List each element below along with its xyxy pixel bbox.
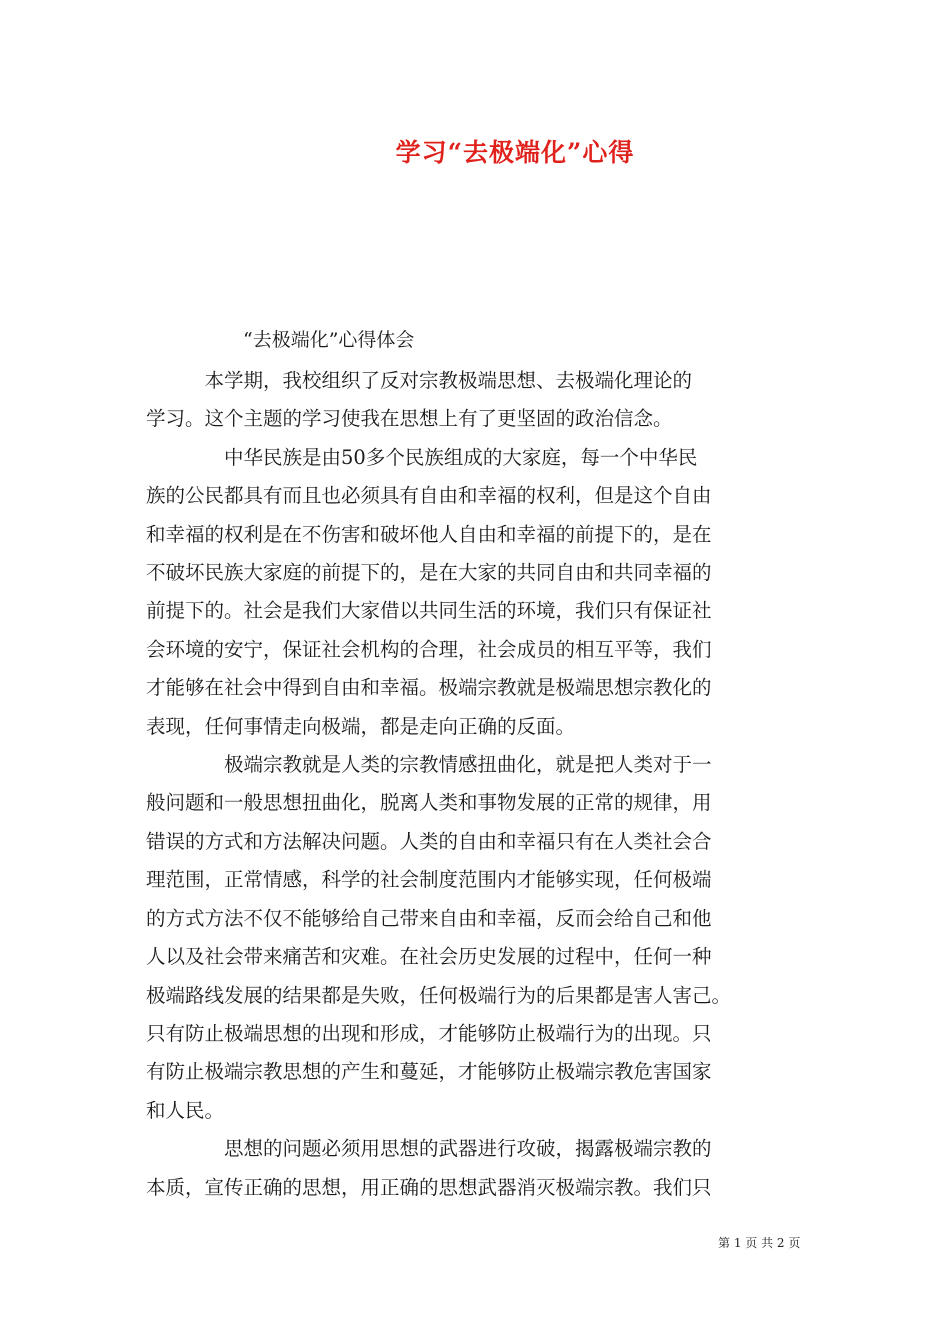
document-body: [146, 362, 810, 1207]
page-number: 第 1 页 共 2 页: [718, 1236, 801, 1250]
body-line: 思想的问题必须用思想的武器进行攻破，揭露极端宗教的: [146, 1137, 712, 1161]
body-line: 般问题和一般思想扭曲化，脱离人类和事物发展的正常的规律，用: [146, 791, 712, 815]
body-line: 和人民。: [146, 1098, 225, 1122]
body-line: 才能够在社会中得到自由和幸福。极端宗教就是极端思想宗教化的: [146, 676, 712, 700]
body-line: 中华民族是由50多个民族组成的大家庭，每一个中华民: [146, 445, 698, 469]
body-line: 学习。这个主题的学习使我在思想上有了更坚固的政治信念。: [146, 407, 673, 431]
body-line: 极端路线发展的结果都是失败，任何极端行为的后果都是害人害己。: [146, 983, 732, 1007]
body-line: 的方式方法不仅不能够给自己带来自由和幸福，反而会给自己和他: [146, 906, 712, 930]
body-line: 理范围，正常情感，科学的社会制度范围内才能够实现，任何极端: [146, 868, 712, 892]
body-line: 有防止极端宗教思想的产生和蔓延，才能够防止极端宗教危害国家: [146, 1060, 712, 1084]
body-line: 只有防止极端思想的出现和形成，才能够防止极端行为的出现。只: [146, 1021, 712, 1045]
body-line: 错误的方式和方法解决问题。人类的自由和幸福只有在人类社会合: [146, 829, 712, 853]
body-line: 会环境的安宁，保证社会机构的合理，社会成员的相互平等，我们: [146, 637, 712, 661]
body-line: 本学期，我校组织了反对宗教极端思想、去极端化理论的: [146, 369, 693, 392]
document-subtitle: “去极端化”心得体会: [243, 329, 415, 351]
body-line: 和幸福的权利是在不伤害和破坏他人自由和幸福的前提下的，是在: [146, 522, 712, 546]
body-line: 人以及社会带来痛苦和灾难。在社会历史发展的过程中，任何一种: [146, 945, 712, 969]
document-title: 学习“去极端化”心得: [395, 138, 635, 167]
body-line: 本质，宣传正确的思想，用正确的思想武器消灭极端宗教。我们只: [146, 1175, 712, 1199]
body-line: 前提下的。社会是我们大家借以共同生活的环境，我们只有保证社: [146, 599, 712, 623]
body-line: 族的公民都具有而且也必须具有自由和幸福的权利，但是这个自由: [146, 484, 712, 508]
body-line: 极端宗教就是人类的宗教情感扭曲化，就是把人类对于一: [146, 753, 712, 777]
body-line: 不破坏民族大家庭的前提下的，是在大家的共同自由和共同幸福的: [146, 561, 712, 585]
body-line: 表现，任何事情走向极端，都是走向正确的反面。: [146, 714, 576, 738]
